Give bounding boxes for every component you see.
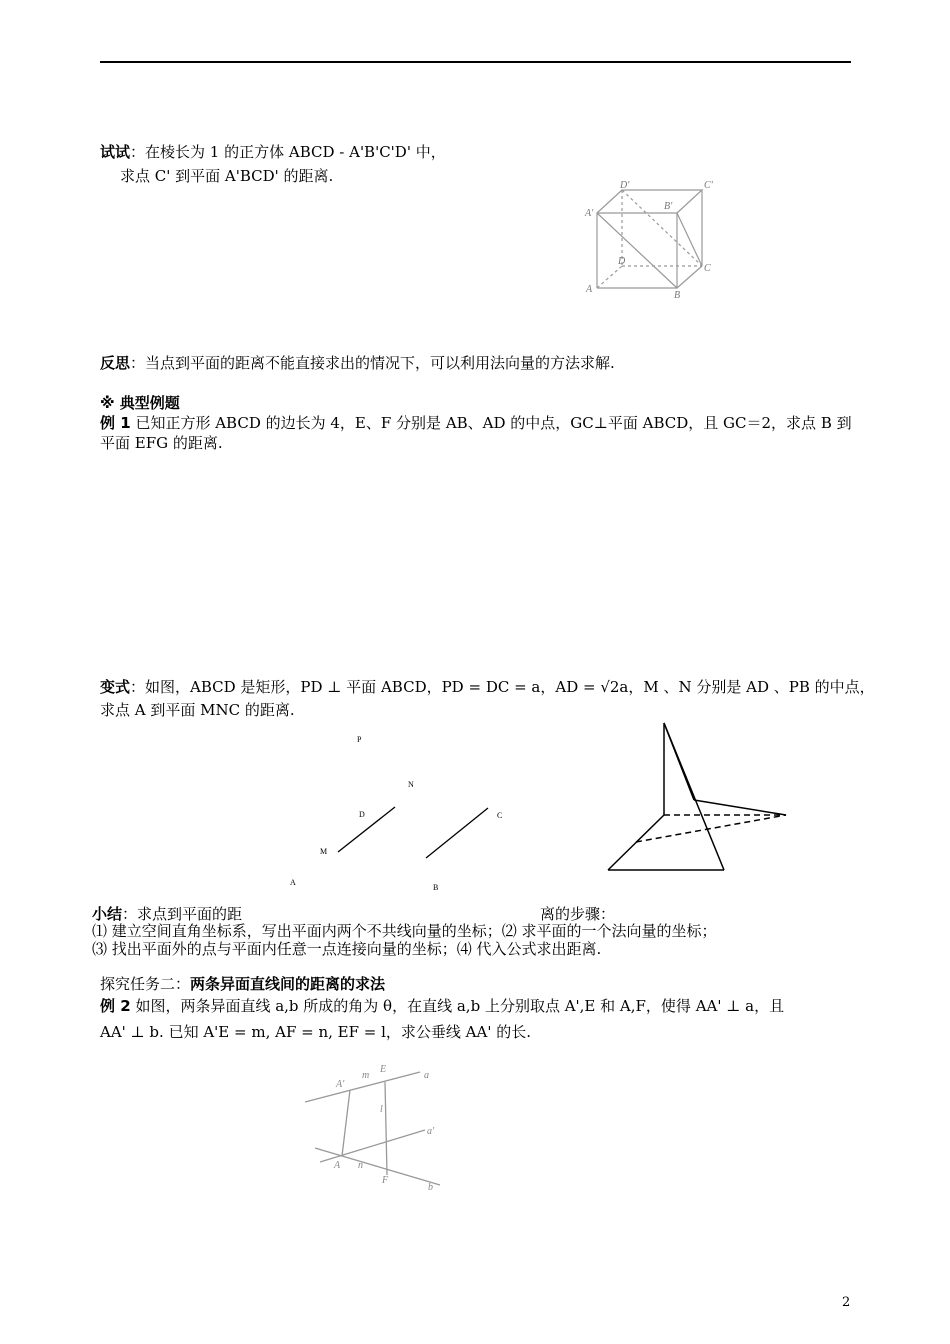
try-text-1: ：在棱长为 1 的正方体 ABCD - A'B'C'D' 中，	[130, 143, 446, 161]
try-label: 试试	[100, 143, 131, 161]
cube-label: C	[704, 263, 711, 274]
variant-text-1: ：如图，ABCD 是矩形，PD ⊥ 平面 ABCD，PD = DC = a，AD = √2a，M 、N 分别是 AD 、PB 的中点，	[130, 678, 875, 696]
task2-prefix: 探究任务二：	[100, 975, 191, 993]
cube-label: A	[586, 284, 593, 295]
fig-label: D	[359, 810, 365, 819]
skew-label: l	[380, 1104, 383, 1115]
example2-line-2: AA' ⊥ b. 已知 A'E = m, AF = n, EF = l，求公垂线 AA' 的长.	[100, 1023, 532, 1041]
variant-figure-right	[600, 715, 800, 880]
skew-label: a'	[427, 1126, 435, 1137]
cube-figure	[580, 176, 715, 301]
example1-line-2: 平面 EFG 的距离.	[100, 434, 223, 452]
cube-label: D'	[620, 180, 630, 191]
page-number: 2	[842, 1295, 851, 1310]
examples-heading: ※ 典型例题	[100, 394, 180, 412]
example1-text-1: 已知正方形 ABCD 的边长为 4，E、F 分别是 AB、AD 的中点，GC⊥平面 ABCD，且 GC＝2，求点 B 到	[130, 414, 852, 432]
cube-label: B	[674, 290, 681, 301]
variant-line-2: 求点 A 到平面 MNC 的距离.	[100, 701, 295, 719]
reflection-text: ：当点到平面的距离不能直接求出的情况下，可以利用法向量的方法求解.	[130, 354, 615, 372]
variant-figure-left	[280, 730, 520, 895]
reflection-label: 反思	[100, 354, 131, 372]
example2-label: 例 2	[100, 997, 131, 1015]
skew-label: a	[424, 1070, 429, 1081]
header-rule	[100, 61, 851, 63]
variant-line-1	[100, 677, 875, 697]
summary-line-1b: 离的步骤：	[540, 905, 616, 923]
try-line-1	[100, 142, 446, 162]
fig-label: B	[433, 883, 439, 892]
fig-label: A	[290, 878, 296, 887]
skew-lines-figure	[300, 1060, 445, 1195]
summary-line-2: ⑴ 建立空间直角坐标系，写出平面内两个不共线向量的坐标；⑵ 求平面的一个法向量的坐标；	[92, 922, 717, 940]
summary-text-1a: ：求点到平面的距	[122, 905, 243, 923]
example1-line-1	[100, 413, 852, 433]
fig-label: C	[497, 811, 503, 820]
cube-label: B'	[664, 201, 673, 212]
skew-label: F	[382, 1175, 389, 1186]
skew-label: n	[358, 1160, 363, 1171]
skew-label: E	[380, 1064, 387, 1075]
fig-label: M	[320, 847, 328, 856]
task2-title: 两条异面直线间的距离的求法	[190, 975, 386, 993]
task2-heading	[100, 974, 385, 994]
skew-label: A'	[336, 1079, 345, 1090]
cube-label: A'	[585, 208, 594, 219]
skew-label: A	[334, 1160, 341, 1171]
example1-label: 例 1	[100, 414, 131, 432]
variant-label: 变式	[100, 678, 131, 696]
skew-label: b	[428, 1182, 433, 1193]
fig-label: P	[357, 735, 362, 744]
example2-text-1: 如图，两条异面直线 a,b 所成的角为 θ，在直线 a,b 上分别取点 A',E 和 A,F，使得 AA' ⊥ a，且	[130, 997, 785, 1015]
try-line-2: 求点 C' 到平面 A'BCD' 的距离.	[120, 167, 334, 185]
reflection	[100, 353, 615, 373]
example2-line-1	[100, 996, 784, 1016]
cube-label: C'	[704, 180, 713, 191]
summary-label: 小结	[92, 905, 123, 923]
summary-line-3: ⑶ 找出平面外的点与平面内任意一点连接向量的坐标；⑷ 代入公式求出距离.	[92, 940, 602, 958]
fig-label: N	[408, 780, 414, 789]
skew-label: m	[362, 1070, 370, 1081]
cube-label: D	[618, 256, 626, 267]
